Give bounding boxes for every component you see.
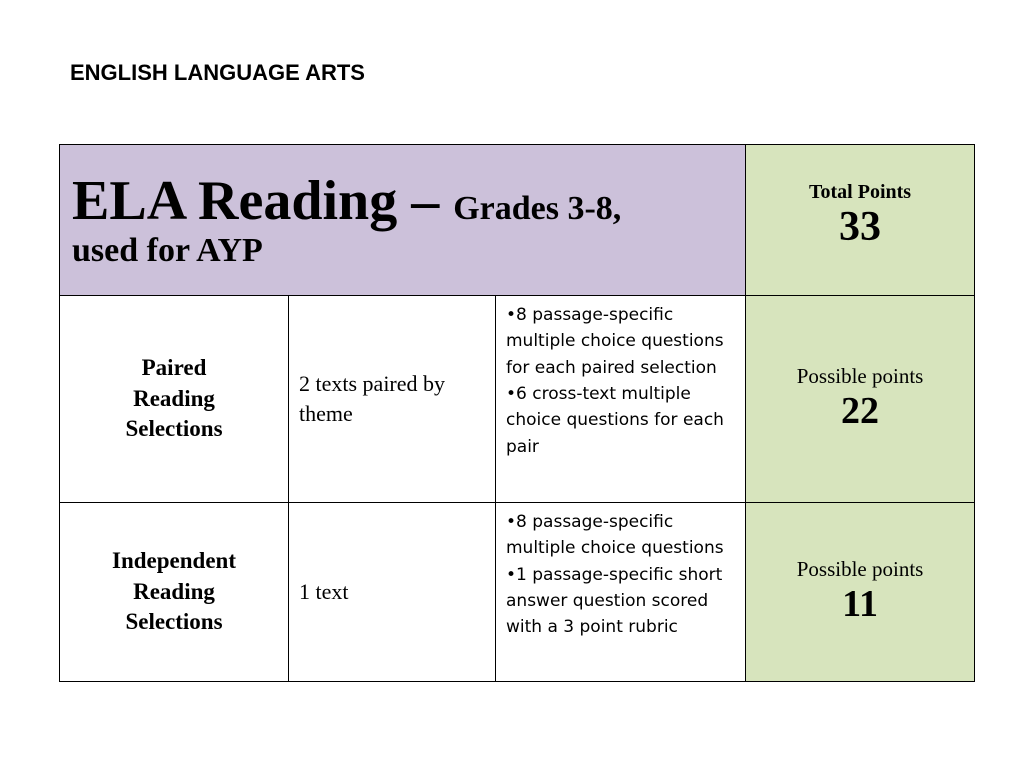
questions-cell xyxy=(496,503,746,682)
possible-points-value: 22 xyxy=(841,389,880,432)
ela-reading-table xyxy=(59,144,975,682)
possible-points-label: Possible points xyxy=(796,556,924,581)
table-title-row xyxy=(60,145,975,296)
question-item: •6 cross-text multiple choice questions for each pair xyxy=(506,384,724,457)
category-label: Paired Reading Selections xyxy=(125,355,223,442)
texts-cell: 1 text xyxy=(289,503,496,682)
table-row xyxy=(60,503,975,682)
table-row xyxy=(60,296,975,503)
category-cell xyxy=(60,503,289,682)
total-points-label: Total Points xyxy=(809,181,912,203)
table-title-main: ELA Reading – xyxy=(72,169,454,232)
table-title-cell xyxy=(60,145,746,296)
category-label: Independent Reading Selections xyxy=(112,548,236,635)
total-points-value: 33 xyxy=(839,204,882,250)
possible-points-cell xyxy=(746,503,975,682)
question-item: •8 passage-specific multiple choice questions xyxy=(506,512,724,559)
possible-points-label: Possible points xyxy=(796,363,924,388)
category-cell xyxy=(60,296,289,503)
slide-header: ENGLISH LANGUAGE ARTS xyxy=(70,60,365,85)
possible-points-cell xyxy=(746,296,975,503)
table-title-sub: Grades 3-8, xyxy=(453,189,622,227)
question-item: •8 passage-specific multiple choice questions for each paired selection xyxy=(506,305,724,378)
possible-points-value: 11 xyxy=(842,582,878,625)
questions-cell xyxy=(496,296,746,503)
texts-cell: 2 texts paired by theme xyxy=(289,296,496,503)
table-title-line2: used for AYP xyxy=(72,232,263,270)
question-item: •1 passage-specific short answer question scored with a 3 point rubric xyxy=(506,564,723,638)
total-points-cell xyxy=(746,145,975,296)
